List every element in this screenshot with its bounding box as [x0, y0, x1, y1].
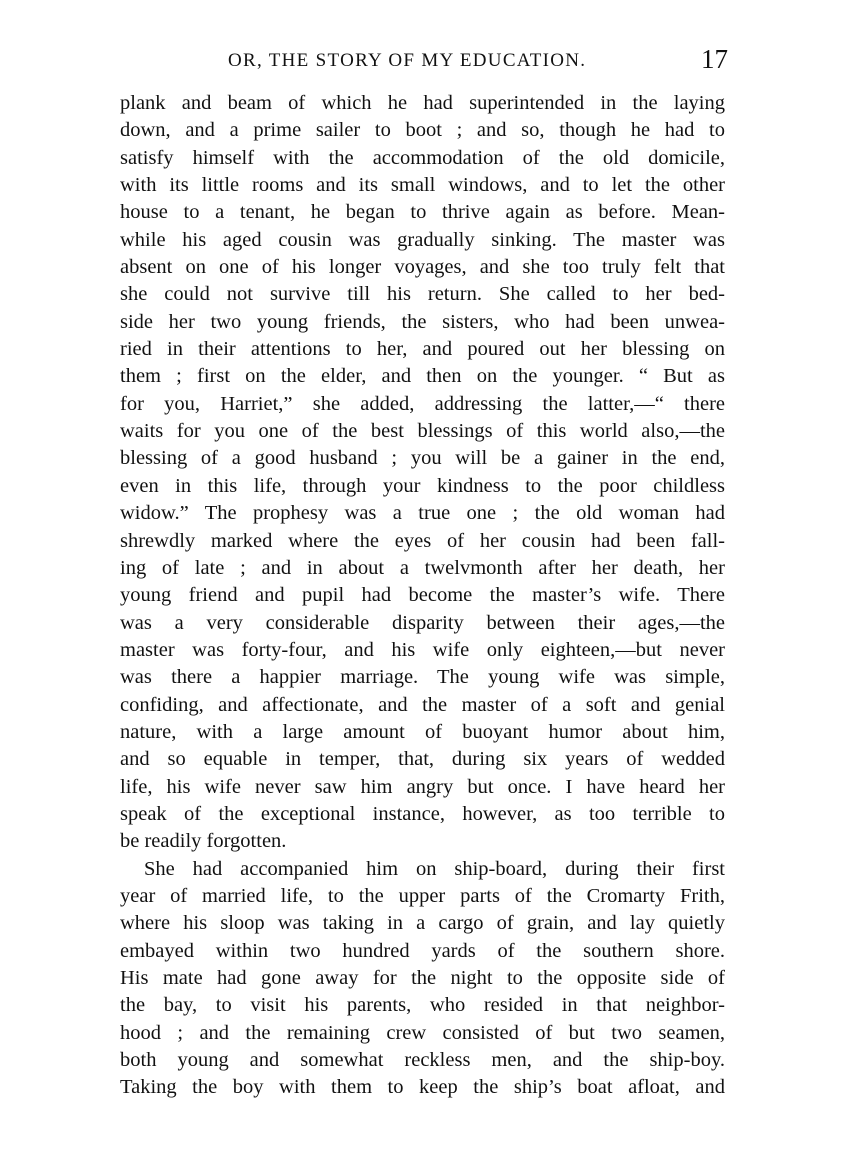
text-line: was a very considerable disparity between their ages,—the — [120, 611, 725, 634]
text-line: was there a happier marriage. The young wife was simple, — [120, 666, 725, 689]
text-line: down, and a prime sailer to boot ; and so, though he had to — [120, 119, 725, 142]
text-line: side her two young friends, the sisters, who had been unwea- — [120, 310, 725, 333]
text-line: them ; first on the elder, and then on the younger. “ But as — [120, 365, 725, 388]
text-line: nature, with a large amount of buoyant humor about him, — [120, 720, 725, 743]
page-number: 17 — [701, 44, 728, 74]
text-line: confiding, and affectionate, and the master of a soft and genial — [120, 693, 725, 716]
text-line-paragraph-start: She had accompanied him on ship-board, during their first — [144, 857, 725, 880]
text-line: where his sloop was taking in a cargo of grain, and lay quietly — [120, 912, 725, 935]
text-line: His mate had gone away for the night to the opposite side of — [120, 967, 725, 989]
text-line: both young and somewhat reckless men, and the ship-boy. — [120, 1049, 725, 1072]
text-line: she could not survive till his return. She called to her bed- — [120, 283, 725, 306]
text-line: ried in their attentions to her, and poured out her blessing on — [120, 338, 725, 361]
text-line-paragraph-end: be readily forgotten. — [120, 830, 287, 853]
text-line: blessing of a good husband ; you will be a gainer in the end, — [120, 447, 725, 470]
text-line: while his aged cousin was gradually sinking. The master was — [120, 228, 725, 251]
text-line: ing of late ; and in about a twelvmonth after her death, her — [120, 556, 725, 579]
text-line: shrewdly marked where the eyes of her cousin had been fall- — [120, 529, 725, 552]
text-line: waits for you one of the best blessings of this world also,—the — [120, 420, 725, 443]
text-line: for you, Harriet,” she added, addressing the latter,—“ there — [120, 392, 725, 415]
text-line: embayed within two hundred yards of the southern shore. — [120, 939, 725, 962]
running-head — [228, 44, 728, 78]
text-line: hood ; and the remaining crew consisted of but two seamen, — [120, 1021, 725, 1044]
text-line: the bay, to visit his parents, who resided in that neighbor- — [120, 994, 725, 1017]
text-line: widow.” The prophesy was a true one ; the old woman had — [120, 502, 725, 525]
text-line: speak of the exceptional instance, however, as too terrible to — [120, 802, 725, 825]
text-line: Taking the boy with them to keep the ship’s boat afloat, and — [120, 1076, 725, 1099]
text-line: and so equable in temper, that, during six years of wedded — [120, 748, 725, 771]
text-line: year of married life, to the upper parts of the Cromarty Frith, — [120, 884, 725, 907]
text-line: satisfy himself with the accommodation of the old domicile, — [120, 146, 725, 169]
text-line: absent on one of his longer voyages, and she too truly felt that — [120, 256, 725, 279]
text-line: even in this life, through your kindness to the poor childless — [120, 474, 725, 497]
text-line: plank and beam of which he had superintended in the laying — [120, 92, 725, 114]
text-line: house to a tenant, he began to thrive again as before. Mean- — [120, 201, 725, 224]
body-text — [120, 90, 725, 1102]
text-line: young friend and pupil had become the master’s wife. There — [120, 584, 725, 607]
text-line: master was forty-four, and his wife only eighteen,—but never — [120, 638, 725, 661]
text-line: with its little rooms and its small windows, and to let the other — [120, 174, 725, 197]
text-line: life, his wife never saw him angry but once. I have heard her — [120, 775, 725, 798]
running-title: OR, THE STORY OF MY EDUCATION. — [228, 50, 587, 71]
